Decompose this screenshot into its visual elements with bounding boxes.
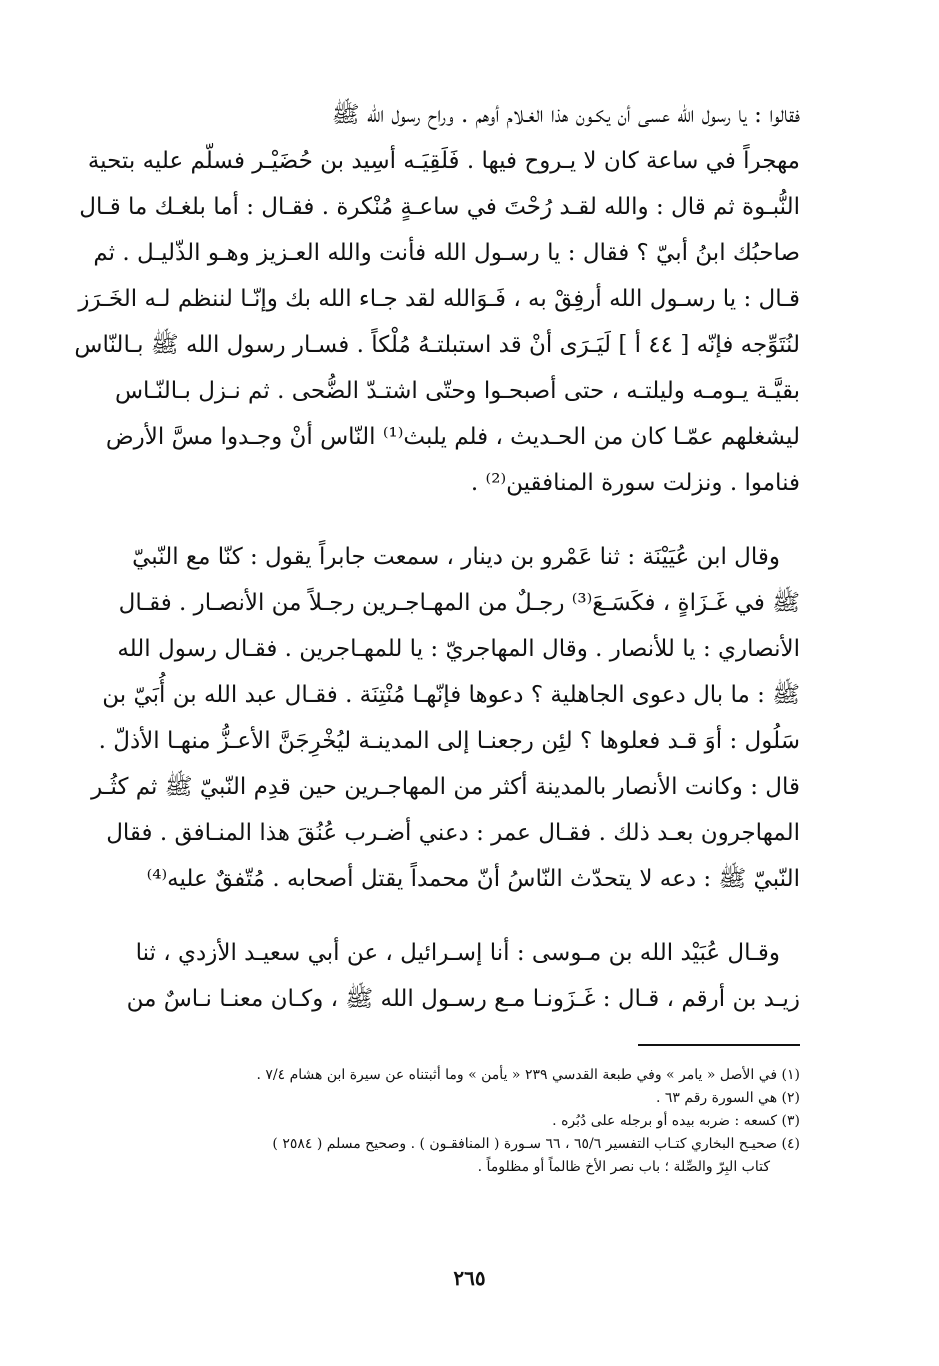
text-line: قال : وكانت الأنصار بالمدينة أكثر من المهاجـرين حين قدِم النّبيّ ﷺ ثم كثُـر bbox=[91, 774, 800, 800]
footnote-2: (٢) هي السورة رقم ٦٣ . bbox=[655, 1090, 800, 1106]
footnote-4-continuation: كتاب البِرّ والصِّلة ؛ باب نصر الأخ ظالماً أو مظلوماً . bbox=[477, 1159, 770, 1175]
text-line: زيـد بن أرقم ، قـال : غَـزَونـا مـع رسـول الله ﷺ ، وكـان معنـا نـاسٌ من bbox=[126, 986, 800, 1012]
text-line: النّبيّ ﷺ : دعه لا يتحدّث النّاسُ أنّ محمداً يقتل أصحابه . مُتّفقٌ عليه⁽⁴⁾ bbox=[146, 866, 800, 892]
footnote-3: (٣) كسعه : ضربه بيده أو برجله على دُبُره . bbox=[552, 1113, 800, 1129]
footnote-divider bbox=[638, 1044, 800, 1046]
page-number: ٢٦٥ bbox=[453, 1266, 486, 1290]
text-line: ﷺ في غَـزَاةٍ ، فكَسَـعَ⁽³⁾ رجـلٌ من المهـاجـرين رجـلاً من الأنصـار . فقـال bbox=[118, 590, 800, 616]
text-line: لنُتَوِّجه فإنّه [ ٤٤ أ ] لَيَـرَى أنْ قد استبلتـهُ مُلْكاً . فسـار رسول الله ﷺ بـالنّاس bbox=[74, 332, 800, 358]
paragraph-1 bbox=[74, 92, 800, 506]
paragraph-2 bbox=[91, 534, 800, 902]
footnotes bbox=[140, 1064, 800, 1179]
footnote-1: (١) في الأصل « يامر » وفي طبعة القدسي ٢٣٩ « يأمن » وما أثبتناه عن سيرة ابن هشام ٧/٤ . bbox=[256, 1067, 800, 1083]
text-line: وقـال عُبَيْد الله بن مـوسى : أنا إسـرائيل ، عن أبي سعيـد الأزدي ، ثنا bbox=[135, 940, 780, 966]
footnote-4: (٤) صحيـح البخاري كتـاب التفسير ٦٥/٦ ، ٦٦ سـورة ( المنافقـون ) . وصحيح مسلم ( ٢٥٨٤ ) bbox=[272, 1136, 800, 1152]
text-line: النُّبـوة ثم قال : والله لقـد رُحْتَ في ساعـةٍ مُنْكرة . فقـال : أما بلغـك ما قـال bbox=[79, 194, 800, 220]
text-line: قـال : يا رسـول الله أرفِقْ به ، فَـوَالله لقد جـاء الله بك وإنّـا لننظم لـه الخَـرَز bbox=[78, 286, 800, 312]
body-text bbox=[74, 92, 800, 1050]
paragraph-3 bbox=[126, 930, 800, 1022]
text-line: وقال ابن عُيَيْنَة : ثنا عَمْرو بن دينار ، سمعت جابراً يقول : كنّا مع النّبيّ bbox=[132, 544, 780, 570]
text-line: مهجراً في ساعة كان لا يـروح فيها . فَلَقِيَـه أسِيد بن حُضَيْـر فسلّم عليه بتحية bbox=[87, 148, 800, 174]
text-line: ليشغلهم عمّـا كان من الحـديث ، فلم يلبث⁽¹⁾ النّاس أنْ وجـدوا مسَّ الأرض bbox=[105, 424, 800, 450]
text-line: فقالوا : يا رسول الله عسى أن يكـون هذا الغـلام أوهم . وراح رسول الله ﷺ bbox=[331, 102, 800, 128]
text-line: سَلُول : أوَ قـد فعلوها ؟ لئِن رجعنـا إلى المدينـة ليُخْرِجَنَّ الأعـزُّ منهـا الأذلّ . bbox=[98, 728, 800, 754]
text-line: المهاجرون بعـد ذلك . فقـال عمر : دعني أضـرب عُنُقَ هذا المنـافق . فقال bbox=[106, 820, 800, 846]
text-line: الأنصاري : يا للأنصار . وقال المهاجريّ : يا للمهـاجرين . فقـال رسول الله bbox=[117, 636, 800, 662]
text-line: بقيَّـة يـومـه وليلتـه ، حتى أصبحـوا وحتّى اشتـدّ الضُّحى . ثم نـزل بـالنّـاس bbox=[114, 378, 800, 404]
text-line: فناموا . ونزلت سورة المنافقين⁽²⁾ . bbox=[470, 470, 800, 496]
text-line: ﷺ : ما بال دعوى الجاهلية ؟ دعوها فإنّهـا مُنْتِنَة . فقـال عبد الله بن أُبَيّ بن bbox=[102, 682, 800, 708]
text-line: صاحبُك ابنُ أبيّ ؟ فقال : يا رسـول الله فأنت والله العـزيز وهـو الذّليـل . ثم bbox=[93, 240, 800, 266]
